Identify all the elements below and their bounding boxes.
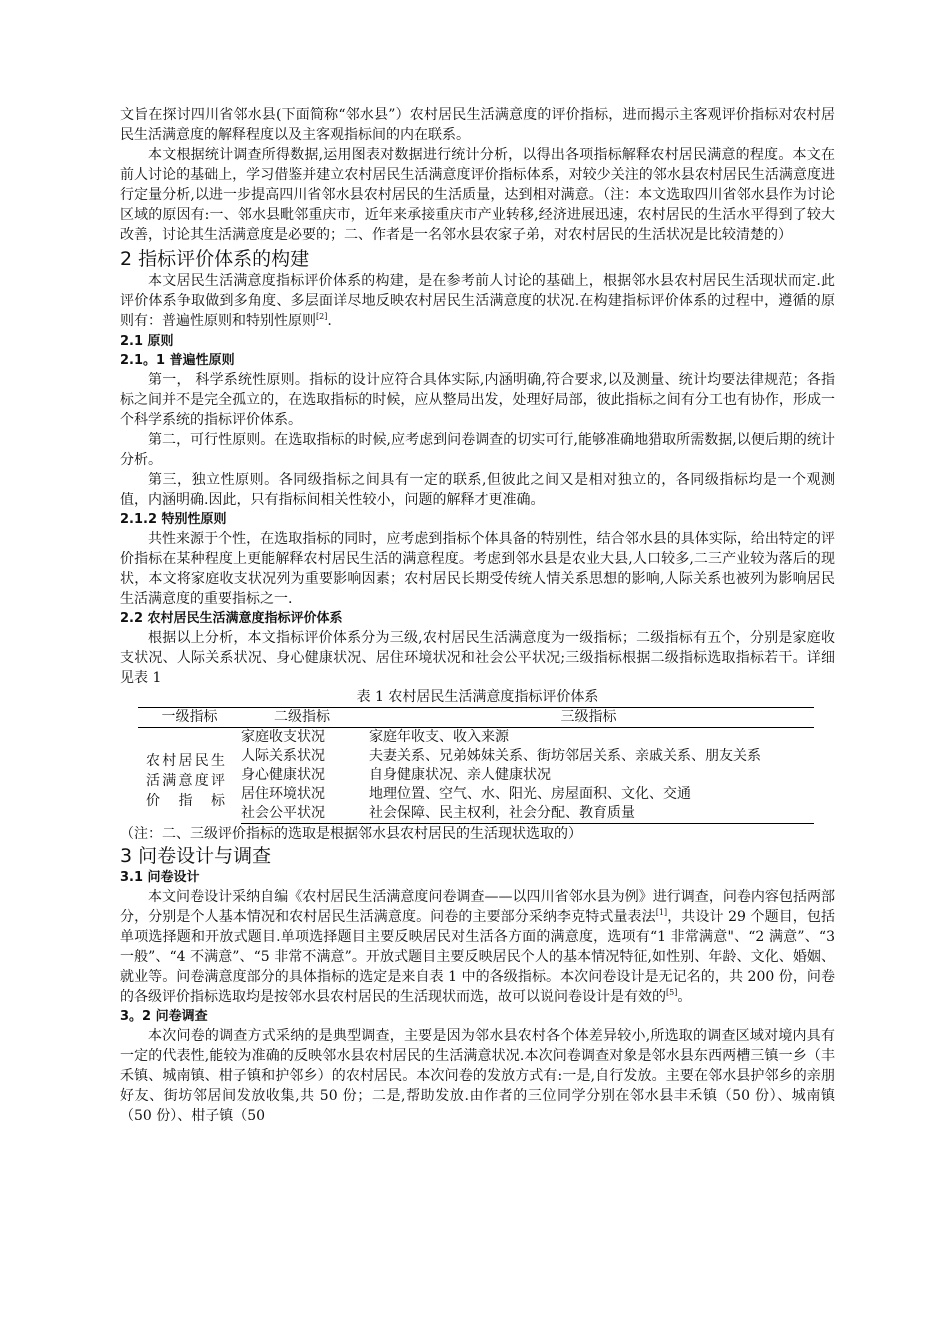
level-3-cell: 夫妻关系、兄弟姊妹关系、街坊邻居关系、亲戚关系、朋友关系: [369, 748, 761, 764]
subsection-3-1-title: 3.1 问卷设计: [120, 870, 200, 885]
header-level-3: 三级指标: [363, 708, 814, 728]
subsection-2-1-title: 2.1 原则: [120, 334, 174, 349]
section-3-title: 3 问卷设计与调查: [120, 845, 272, 867]
level-2-cell: 人际关系状况: [241, 748, 325, 764]
document-page: [120, 105, 835, 1126]
section-3-2-paragraph: 本次问卷的调查方式采纳的是典型调查，主要是因为邻水县农村各个体差异较小,所选取的调查区域对境内具有一定的代表性,能较为准确的反映邻水县农村居民的生活满意状况.本次问卷调查对象是邻水县东西两槽三镇一乡（丰禾镇、城南镇、柑子镇和护邻乡）的农村居民。本次问卷的发放方式有:一是,自行发放。主要在邻水县护邻乡的亲朋好友、街坊邻居间发放收集,共 50 份；二是,帮助发放.由作者的三位同学分别在邻水县丰禾镇（50 份）、城南镇（50 份）、柑子镇（50: [120, 1028, 835, 1124]
level-3-cell: 自身健康状况、亲人健康状况: [369, 767, 551, 783]
level-2-cell: 社会公平状况: [241, 804, 363, 824]
subsection-2-2-title: 2.2 农村居民生活满意度指标评价体系: [120, 611, 343, 626]
section-2-paragraph: 本文居民生活满意度指标评价体系的构建，是在参考前人讨论的基础上，根据邻水县农村居民生活现状而定.此评价体系争取做到多角度、多层面详尽地反映农村居民生活满意度的状况.在构建指标评价体系的过程中，遵循的原则有：普遍性原则和特别性原则[2].: [120, 273, 835, 329]
citation-ref: [5]: [666, 988, 678, 997]
level-2-cell: 家庭收支状况: [241, 729, 325, 745]
intro-paragraph-2: 本文根据统计调查所得数据,运用图表对数据进行统计分析，以得出各项指标解释农村居民满意的程度。本文在前人讨论的基础上，学习借鉴并建立农村居民生活满意度评价指标体系，对较少关注的邻水县农村居民生活满意度进行定量分析,以进一步提高四川省邻水县农村居民的生活质量，达到相对满意。（注：本文选取四川省邻水县作为讨论区域的原因有:一、邻水县毗邻重庆市，近年来承接重庆市产业转移,经济进展迅速，农村居民的生活水平得到了较大改善，讨论其生活满意度是必要的；二、作者是一名邻水县农家子弟，对农村居民的生活状况是比较清楚的）: [120, 147, 835, 243]
header-level-2: 二级指标: [241, 708, 363, 728]
principle-2-paragraph: 第二，可行性原则。在选取指标的时候,应考虑到问卷调查的切实可行,能够准确地猎取所需数据,以便后期的统计分析。: [120, 432, 835, 468]
level-2-cell: 居住环境状况: [241, 786, 325, 802]
intro-paragraph-1: 文旨在探讨四川省邻水县(下面简称“邻水县”）农村居民生活满意度的评价指标，进而揭示主客观评价指标对农村居民生活满意度的解释程度以及主客观指标间的内在联系。: [120, 107, 835, 143]
table-1-note: （注：二、三级评价指标的选取是根据邻水县农村居民的生活现状选取的）: [120, 826, 582, 842]
specific-principle-paragraph: 共性来源于个性，在选取指标的同时，应考虑到指标个体具备的特别性，结合邻水县的具体实际，给出特定的评价指标在某种程度上更能解释农村居民生活的满意程度。考虑到邻水县是农业大县,人口较多,二三产业较为落后的现状，本文将家庭收支状况列为重要影响因素；农村居民长期受传统人情关系思想的影响,人际关系也被列为影响居民生活满意度的重要指标之一.: [120, 531, 835, 607]
citation-ref: [2]: [316, 312, 328, 321]
table-1-caption: 表 1 农村居民生活满意度指标评价体系: [356, 689, 599, 705]
section-2-2-paragraph: 根据以上分析，本文指标评价体系分为三级,农村居民生活满意度为一级指标；二级指标有五个，分别是家庭收支状况、人际关系状况、身心健康状况、居住环境状况和社会公平状况;三级指标根据二级指标选取指标若干。详细见表 1: [120, 630, 835, 686]
level-3-cell: 家庭年收支、收入来源: [369, 729, 509, 745]
level-3-cell: 地理位置、空气、水、阳光、房屋面积、文化、交通: [369, 786, 691, 802]
level-1-cell: 农村居民生活满意度评价指标: [146, 752, 225, 809]
table-header-row: [138, 708, 814, 728]
header-level-1: 一级指标: [138, 708, 241, 728]
section-3-1-paragraph: 本文问卷设计采纳自编《农村居民生活满意度问卷调查——以四川省邻水县为例》进行调查，问卷内容包括两部分，分别是个人基本情况和农村居民生活满意度。问卷的主要部分采纳李克特式量表法[1]，共设计 29 个题目，包括单项选择题和开放式题目.单项选择题目主要反映居民对生活各方面的满意度，选项有“1 非常满意"、“2 满意”、“3 一般”、“4 不满意”、“5 非常不满意”。开放式题目主要反映居民个人的基本情况特征,如性别、年龄、文化、婚姻、就业等。问卷满意度部分的具体指标的选定是来自表 1 中的各级指标。本次问卷设计是无记名的，共 200 份，问卷的各级评价指标选取均是按邻水县农村居民的生活现状而选，故可以说问卷设计是有效的[5]。: [120, 889, 835, 1005]
indicator-table: [138, 707, 814, 824]
principle-1-paragraph: 第一， 科学系统性原则。指标的设计应符合具体实际,内涵明确,符合要求,以及测量、统计均要法律规范；各指标之间并不是完全孤立的，在选取指标的时候，应从整局出发，处理好局部，彼此指标之间有分工也有协作，形成一个科学系统的指标评价体系。: [120, 372, 835, 428]
subsection-3-2-title: 3。2 问卷调查: [120, 1009, 208, 1024]
principle-3-paragraph: 第三，独立性原则。各同级指标之间具有一定的联系,但彼此之间又是相对独立的，各同级指标均是一个观测值，内涵明确.因此，只有指标间相关性较小，问题的解释才更准确。: [120, 472, 835, 508]
subsection-2-1-2-title: 2.1.2 特别性原则: [120, 512, 227, 527]
level-3-cell: 社会保障、民主权利，社会分配、教育质量: [363, 804, 814, 824]
section-2-title: 2 指标评价体系的构建: [120, 248, 310, 270]
level-2-cell: 身心健康状况: [241, 767, 325, 783]
citation-ref: [1]: [655, 908, 668, 917]
table-row: [138, 728, 814, 748]
subsection-2-1-1-title: 2.1。1 普遍性原则: [120, 353, 235, 368]
